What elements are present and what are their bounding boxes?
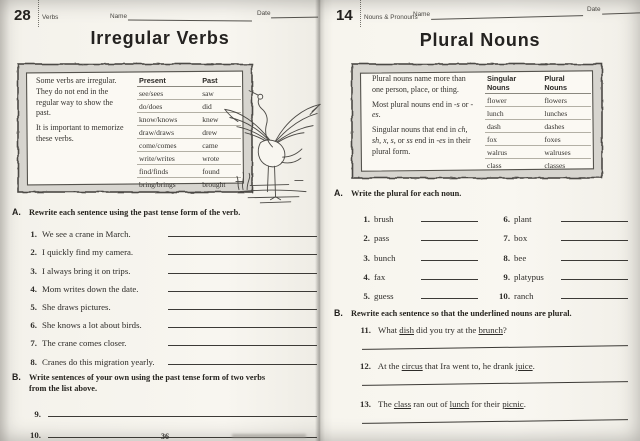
rule-segment-italic: -es <box>372 99 474 120</box>
singular-cell: fox <box>485 133 542 146</box>
item-number: 8. <box>503 252 511 263</box>
date-label: Date <box>257 10 271 17</box>
noun-table-header <box>485 74 591 94</box>
plural-item <box>354 205 478 224</box>
page-number-divider <box>360 0 361 27</box>
section-a-instruction: Rewrite each sentence using the past tense form of the verb. <box>29 208 241 217</box>
answer-line[interactable] <box>561 298 628 299</box>
section-b-label: B. <box>334 308 343 318</box>
item-text: I always bring it on trips. <box>42 265 131 276</box>
answer-line[interactable] <box>421 221 478 222</box>
plural-item <box>494 224 628 243</box>
answer-line[interactable] <box>168 364 317 365</box>
rule-segment: Singular nouns that end in <box>372 125 458 135</box>
answer-line[interactable] <box>561 221 628 222</box>
item-number: 4. <box>30 283 37 294</box>
item-number: 6. <box>503 214 511 225</box>
past-cell: came <box>200 139 241 152</box>
rule-segment: end in <box>412 135 437 145</box>
plural-cell: lunches <box>542 107 591 120</box>
rule-paragraph: Some verbs are irregular. They do not end in the regular way to show the past. <box>36 76 117 118</box>
date-line[interactable] <box>602 4 640 14</box>
answer-line[interactable] <box>421 279 478 280</box>
rules-content <box>36 76 241 189</box>
past-cell: knew <box>200 113 241 126</box>
plural-cell: classes <box>544 160 566 170</box>
plural-item <box>354 224 478 243</box>
singular-cell: walrus <box>485 146 542 159</box>
rule-segment-italic: -es <box>436 135 446 145</box>
plural-item <box>494 282 628 301</box>
past-cell: found <box>200 165 241 178</box>
present-cell: see/sees <box>137 87 200 100</box>
item-number: 7. <box>30 338 37 349</box>
underlined-noun: brunch <box>478 325 503 335</box>
rule-segment: in their plural form. <box>372 135 471 156</box>
noun-table-row <box>485 120 591 133</box>
answer-line[interactable] <box>362 381 628 386</box>
singular-word: bunch <box>374 252 396 263</box>
singular-word: pass <box>374 233 390 244</box>
plural-item <box>494 243 628 262</box>
answer-line[interactable] <box>168 291 317 292</box>
rule-paragraph <box>372 100 476 122</box>
plural-cell: flowers <box>542 94 591 107</box>
plural-item <box>354 282 478 301</box>
name-label: Name <box>413 11 431 18</box>
item-number: 5. <box>30 301 37 312</box>
column-header-present: Present <box>137 76 200 87</box>
noun-rules-box <box>348 60 606 182</box>
noun-table <box>485 74 591 170</box>
plural-item <box>354 263 478 282</box>
item-number: 6. <box>30 320 37 331</box>
item-number: 2. <box>30 247 37 258</box>
page-number: 28 <box>14 7 31 24</box>
singular-word: brush <box>374 214 394 225</box>
rule-segment-italic: ss <box>406 135 413 145</box>
book-spine <box>315 0 325 441</box>
answer-line[interactable] <box>168 273 317 274</box>
singular-cell: flower <box>485 94 542 107</box>
item-number: 3. <box>363 252 370 263</box>
item-number: 2. <box>363 233 370 244</box>
sentence-text: What <box>378 325 400 335</box>
plural-practice-grid <box>354 205 628 301</box>
item-number: 13. <box>360 399 371 409</box>
noun-table-row <box>485 146 591 159</box>
name-label: Name <box>110 13 128 20</box>
underlined-noun: dish <box>399 325 414 335</box>
date-line[interactable] <box>271 9 318 19</box>
singular-word: ranch <box>514 290 534 301</box>
section-a-label: A. <box>12 207 21 217</box>
item-number: 1. <box>363 214 370 225</box>
item-number: 9. <box>503 271 511 282</box>
sentence-text: ran out of <box>411 399 450 409</box>
item-text: She knows a lot about birds. <box>42 320 142 331</box>
underlined-noun: circus <box>401 361 423 371</box>
item-text: Cranes do this migration yearly. <box>42 356 155 367</box>
answer-line[interactable] <box>168 236 317 237</box>
section-a-label: A. <box>334 188 343 198</box>
present-cell: draw/draws <box>137 126 200 139</box>
sentence-text: ? <box>502 325 507 335</box>
rule-segment-italic: -s <box>454 99 460 109</box>
underlined-noun: class <box>393 399 412 409</box>
rule-segment: or <box>459 99 471 109</box>
item-number: 7. <box>503 233 511 244</box>
footer-imprint <box>232 434 306 438</box>
item-number: 8. <box>30 356 37 367</box>
answer-line[interactable] <box>421 298 478 299</box>
past-cell: drew <box>200 126 241 139</box>
answer-line[interactable] <box>168 327 317 328</box>
sentence-text: . <box>532 361 535 371</box>
plural-cell: dashes <box>542 120 591 133</box>
present-cell: write/writes <box>137 152 200 165</box>
plural-cell: foxes <box>542 133 591 146</box>
underlined-noun: lunch <box>449 399 470 409</box>
rewrite-item <box>354 325 630 335</box>
answer-line[interactable] <box>561 279 628 280</box>
noun-table-row <box>485 159 591 172</box>
answer-line[interactable] <box>421 260 478 261</box>
present-cell: find/finds <box>137 165 200 178</box>
sentence-text: . <box>523 399 526 409</box>
section-a-instruction: Write the plural for each noun. <box>351 189 462 198</box>
singular-cell: dash <box>485 120 542 133</box>
answer-line[interactable] <box>561 260 628 261</box>
underlined-noun: juice <box>515 361 533 371</box>
sentence-text: that Ira went to, he drank <box>422 361 516 371</box>
item-number: 3. <box>30 265 37 276</box>
sentence-text: The <box>378 399 394 409</box>
item-number: 5. <box>363 290 370 301</box>
rule-paragraph: It is important to memorize these verbs. <box>36 123 124 143</box>
name-line[interactable] <box>431 7 583 20</box>
rule-segment-italic: ch, sh, x, s, <box>372 125 468 145</box>
plural-item <box>494 205 628 224</box>
answer-line[interactable] <box>362 419 628 424</box>
page-title: Irregular Verbs <box>90 28 230 48</box>
question-list <box>20 221 317 367</box>
page-title: Plural Nouns <box>419 30 541 50</box>
answer-line[interactable] <box>48 416 317 417</box>
page-number-divider <box>38 0 39 27</box>
question-row <box>20 312 317 330</box>
rewrite-item <box>354 361 630 371</box>
right-page <box>320 0 640 441</box>
sentence-text: for their <box>469 399 503 409</box>
question-row <box>22 398 317 419</box>
noun-table-row <box>485 94 591 107</box>
question-row <box>20 221 317 239</box>
date-label: Date <box>587 6 601 13</box>
past-cell: wrote <box>200 152 241 165</box>
item-number: 12. <box>360 361 371 371</box>
item-number: 9. <box>34 409 41 419</box>
item-text: We see a crane in March. <box>42 229 131 240</box>
past-cell: brought <box>202 179 226 189</box>
question-row <box>20 348 317 366</box>
underlined-noun: picnic <box>502 399 524 409</box>
question-row <box>20 276 317 294</box>
past-cell: did <box>200 100 241 113</box>
rule-segment: or <box>395 135 407 145</box>
answer-line[interactable] <box>168 309 317 310</box>
sentence-text: At the <box>377 361 402 371</box>
past-cell: saw <box>200 87 241 100</box>
rule-segment: Most plural nouns end in <box>372 99 454 109</box>
plural-item <box>354 243 478 262</box>
question-row <box>20 330 317 348</box>
present-cell: bring/brings <box>139 179 176 189</box>
footer-page-number: 36 <box>161 432 169 441</box>
plural-item <box>494 263 628 282</box>
item-number: 4. <box>363 271 370 282</box>
item-number: 10. <box>499 290 511 301</box>
singular-cell: lunch <box>485 107 542 120</box>
present-cell: do/does <box>137 100 200 113</box>
singular-word: fax <box>374 271 386 282</box>
answer-line[interactable] <box>168 254 317 255</box>
column-header-plural: Plural Nouns <box>542 74 591 94</box>
name-line[interactable] <box>128 11 252 21</box>
column-header-singular: Singular Nouns <box>485 74 542 94</box>
page-category: Nouns & Pronouns <box>364 14 418 21</box>
item-text: Mom writes down the date. <box>42 283 139 294</box>
singular-word: plant <box>514 214 532 225</box>
singular-word: platypus <box>514 271 544 282</box>
noun-table-row <box>485 107 591 120</box>
plural-cell: walruses <box>542 146 591 159</box>
section-b-instruction: Write sentences of your own using the past tense form of two verbs from the list above. <box>29 373 266 394</box>
answer-line[interactable] <box>421 240 478 241</box>
question-row <box>20 239 317 257</box>
rules-content <box>372 74 591 170</box>
section-b-label: B. <box>12 372 21 382</box>
rule-text <box>372 74 476 170</box>
rule-paragraph: Plural nouns name more than one person, place, or thing. <box>372 74 466 94</box>
question-row <box>20 257 317 275</box>
item-number: 1. <box>30 229 37 240</box>
item-number: 10. <box>30 430 41 440</box>
section-b-instruction: Rewrite each sentence so that the underlined nouns are plural. <box>351 309 572 318</box>
answer-line[interactable] <box>168 345 317 346</box>
singular-word: box <box>514 233 528 244</box>
question-row <box>20 294 317 312</box>
crane-illustration <box>218 84 328 216</box>
present-cell: know/knows <box>137 113 200 126</box>
rule-paragraph <box>372 125 476 157</box>
item-number: 11. <box>360 325 371 335</box>
singular-word: guess <box>374 290 394 301</box>
column-header-past: Past <box>200 76 241 87</box>
page-category: Verbs <box>42 14 59 21</box>
rule-text <box>36 76 129 183</box>
singular-word: bee <box>514 252 527 263</box>
sentence-text: did you try at the <box>413 325 479 335</box>
singular-cell: class <box>487 160 502 170</box>
answer-line[interactable] <box>362 345 628 350</box>
noun-table-row <box>485 133 591 146</box>
item-text: She draws pictures. <box>42 301 111 312</box>
item-text: I quickly find my camera. <box>42 247 134 258</box>
item-text: The crane comes closer. <box>42 338 127 349</box>
present-cell: come/comes <box>137 139 200 152</box>
answer-line[interactable] <box>561 240 628 241</box>
page-number: 14 <box>336 7 353 24</box>
rule-segment: . <box>378 110 381 120</box>
rewrite-item <box>354 399 630 409</box>
